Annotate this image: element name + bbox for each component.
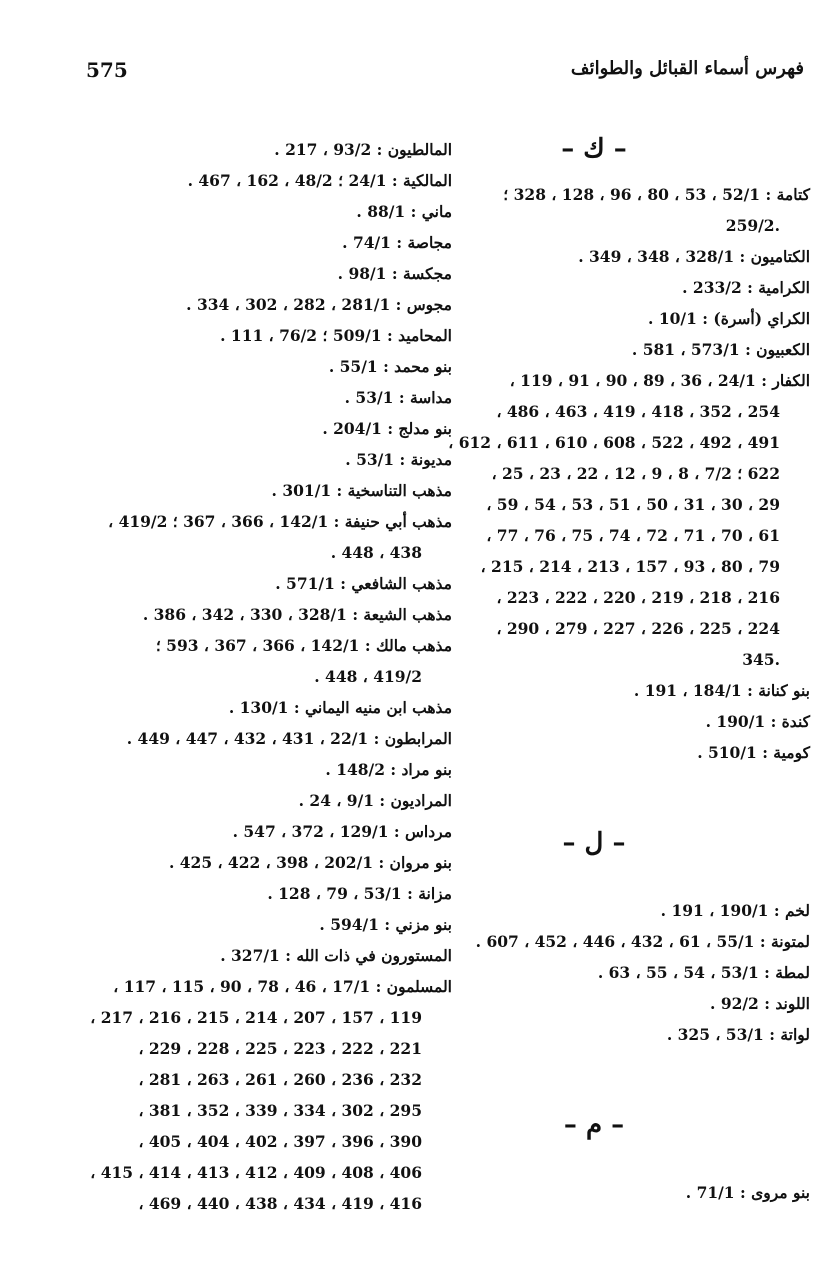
- index-entry: الكعبيون : 573/1 ، 581 .: [631, 340, 810, 359]
- index-entry: بنو مروى : 71/1 .: [685, 1183, 810, 1202]
- index-entry: لخم : 190/1 ، 191 .: [660, 901, 810, 920]
- index-entry: بنو كنانة : 184/1 ، 191 .: [633, 681, 810, 700]
- index-entry-continuation: 416 ، 419 ، 434 ، 438 ، 440 ، 469 ،: [138, 1194, 422, 1213]
- index-entry: لمطة : 53/1 ، 54 ، 55 ، 63 .: [597, 963, 810, 982]
- section-spacer: [458, 768, 810, 828]
- index-entry: بنو مروان : 202/1 ، 398 ، 422 ، 425 .: [168, 853, 452, 872]
- index-entry-continuation: 406 ، 408 ، 409 ، 412 ، 413 ، 414 ، 415 ،: [90, 1163, 422, 1182]
- index-entry: المرابطون : 22/1 ، 431 ، 432 ، 447 ، 449 .: [126, 729, 452, 748]
- index-entry-continuation: 29 ، 30 ، 31 ، 50 ، 51 ، 53 ، 54 ، 59 ،: [486, 495, 780, 514]
- index-entry: مذهب التناسخية : 301/1 .: [271, 481, 452, 500]
- index-entry-continuation: .259/2: [725, 216, 780, 235]
- index-entry-continuation: 390 ، 396 ، 397 ، 402 ، 404 ، 405 ،: [138, 1132, 422, 1151]
- index-entry-continuation: 254 ، 352 ، 418 ، 419 ، 463 ، 486 ،: [496, 402, 780, 421]
- index-column-left: [90, 134, 452, 1219]
- index-entry-continuation: 221 ، 222 ، 223 ، 225 ، 228 ، 229 ،: [138, 1039, 422, 1058]
- index-entry-continuation: 622 ؛ 7/2 ، 8 ، 9 ، 12 ، 22 ، 23 ، 25 ،: [491, 464, 780, 483]
- letter-heading: – م –: [563, 1110, 625, 1140]
- index-entry: كومية : 510/1 .: [697, 743, 810, 762]
- index-entry-continuation: 295 ، 302 ، 334 ، 339 ، 352 ، 381 ،: [138, 1101, 422, 1120]
- section-spacer: [458, 859, 810, 895]
- index-entry: مذهب الشافعي : 571/1 .: [275, 574, 452, 593]
- index-entry-continuation: 79 ، 80 ، 93 ، 157 ، 213 ، 214 ، 215 ،: [480, 557, 780, 576]
- index-entry-continuation: 232 ، 236 ، 260 ، 261 ، 263 ، 281 ،: [138, 1070, 422, 1089]
- letter-heading: – ك –: [561, 134, 627, 164]
- index-entry: الكتاميون : 328/1 ، 348 ، 349 .: [578, 247, 810, 266]
- index-entry: مجوس : 281/1 ، 282 ، 302 ، 334 .: [186, 295, 452, 314]
- index-entry: بنو مراد : 148/2 .: [325, 760, 452, 779]
- index-entry: الكرامية : 233/2 .: [682, 278, 810, 297]
- index-entry: الكراي (أسرة) : 10/1 .: [648, 309, 810, 328]
- index-entry: مجكسة : 98/1 .: [337, 264, 452, 283]
- index-entry: ماني : 88/1 .: [356, 202, 452, 221]
- index-entry: المالكية : 24/1 ؛ 48/2 ، 162 ، 467 .: [187, 171, 452, 190]
- index-entry: المالطيون : 93/2 ، 217 .: [274, 140, 452, 159]
- section-spacer: [458, 165, 810, 179]
- page-number: 575: [86, 58, 128, 82]
- letter-heading: – ل –: [562, 828, 626, 858]
- index-entry: المحاميد : 509/1 ؛ 76/2 ، 111 .: [220, 326, 452, 345]
- section-spacer: [458, 1141, 810, 1177]
- index-entry: بنو محمد : 55/1 .: [328, 357, 452, 376]
- index-entry: المراديون : 9/1 ، 24 .: [298, 791, 452, 810]
- index-entry: المسلمون : 17/1 ، 46 ، 78 ، 90 ، 115 ، 117 ،: [113, 977, 452, 996]
- index-entry-continuation: 224 ، 225 ، 226 ، 227 ، 279 ، 290 ،: [496, 619, 780, 638]
- index-entry-continuation: 491 ، 492 ، 522 ، 608 ، 610 ، 611 ، 612 ،: [448, 433, 780, 452]
- index-column-right: [448, 134, 810, 1208]
- index-entry: بنو مدلج : 204/1 .: [322, 419, 452, 438]
- index-entry: مزانة : 53/1 ، 79 ، 128 .: [267, 884, 452, 903]
- index-entry: لواتة : 53/1 ، 325 .: [666, 1025, 810, 1044]
- index-entry: لمتونة : 55/1 ، 61 ، 432 ، 446 ، 452 ، 607 .: [475, 932, 810, 951]
- index-entry: مجاصة : 74/1 .: [342, 233, 452, 252]
- section-spacer: [458, 1050, 810, 1110]
- index-entry: مداسة : 53/1 .: [344, 388, 452, 407]
- index-entry: مذهب أبي حنيفة : 142/1 ، 366 ، 367 ؛ 419/2 ،: [108, 512, 452, 531]
- index-entry: المستورون في ذات الله : 327/1 .: [220, 946, 452, 965]
- index-entry: مذهب الشيعة : 328/1 ، 330 ، 342 ، 386 .: [142, 605, 452, 624]
- index-entry: بنو مزني : 594/1 .: [319, 915, 452, 934]
- index-entry: كتامة : 52/1 ، 53 ، 80 ، 96 ، 128 ، 328 ؛: [503, 185, 810, 204]
- index-entry: مذهب ابن منيه اليماني : 130/1 .: [228, 698, 452, 717]
- index-entry: مرداس : 129/1 ، 372 ، 547 .: [232, 822, 452, 841]
- index-entry: مديونة : 53/1 .: [345, 450, 452, 469]
- index-entry-continuation: 438 ، 448 .: [330, 543, 422, 562]
- index-entry: اللوند : 92/2 .: [710, 994, 810, 1013]
- index-entry-continuation: 119 ، 157 ، 207 ، 214 ، 215 ، 216 ، 217 ،: [90, 1008, 422, 1027]
- running-head-title: فهرس أسماء القبائل والطوائف: [570, 58, 804, 79]
- index-entry-continuation: .345: [742, 650, 780, 669]
- index-entry: كندة : 190/1 .: [705, 712, 810, 731]
- index-entry-continuation: 419/2 ، 448 .: [314, 667, 422, 686]
- index-entry-continuation: 61 ، 70 ، 71 ، 72 ، 74 ، 75 ، 76 ، 77 ،: [486, 526, 780, 545]
- index-entry-continuation: 216 ، 218 ، 219 ، 220 ، 222 ، 223 ،: [496, 588, 780, 607]
- index-entry: الكفار : 24/1 ، 36 ، 89 ، 90 ، 91 ، 119 ،: [509, 371, 810, 390]
- index-entry: مذهب مالك : 142/1 ، 366 ، 367 ، 593 ؛: [155, 636, 452, 655]
